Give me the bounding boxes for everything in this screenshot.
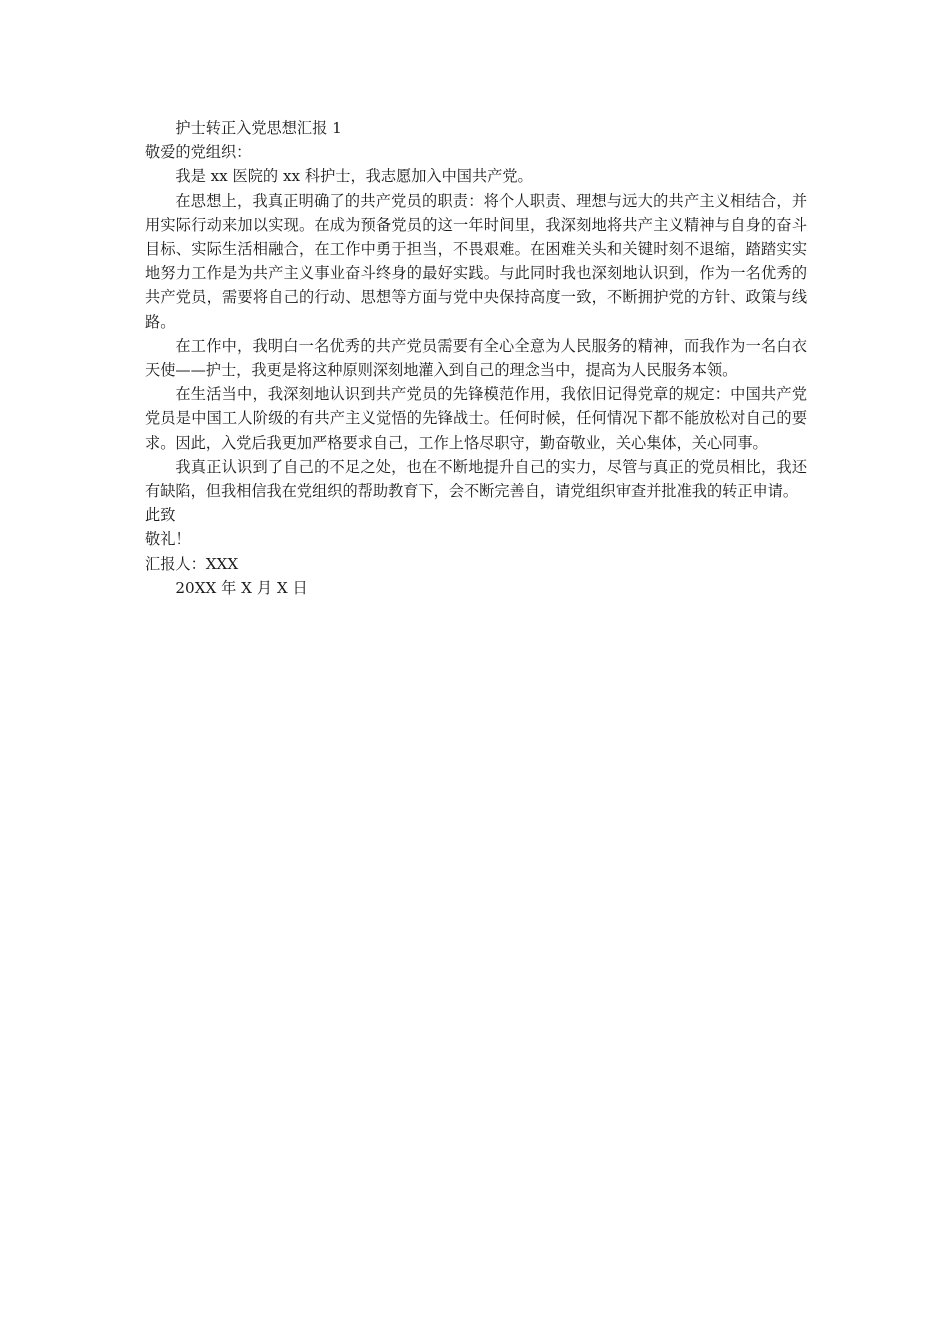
regards: 敬礼！: [145, 530, 191, 549]
date: 20XX 年 X 月 X 日: [175, 578, 308, 597]
closing: 此致: [145, 506, 176, 525]
paragraph: 在工作中，我明白一名优秀的共产党员需要有全心全意为人民服务的精神，而我作为一名白衣天使——护士，我更是将这种原则深刻地灌入到自己的理念当中，提高为人民服务本领。: [145, 336, 807, 380]
paragraph: 在思想上，我真正明确了的共产党员的职责：将个人职责、理想与远大的共产主义相结合，并用实际行动来加以实现。在成为预备党员的这一年时间里，我深刻地将共产主义精神与自身的奋斗目标、实际生活相融合，在工作中勇于担当，不畏艰难。在困难关头和关键时刻不退缩，踏踏实实地努力工作是为共产主义事业奋斗终身的最好实践。与此同时我也深刻地认识到，作为一名优秀的共产党员，需要将自己的行动、思想等方面与党中央保持高度一致，不断拥护党的方针、政策与线路。: [145, 191, 807, 331]
paragraph: 在生活当中，我深刻地认识到共产党员的先锋模范作用，我依旧记得党章的规定：中国共产党党员是中国工人阶级的有共产主义觉悟的先锋战士。任何时候，任何情况下都不能放松对自己的要求。因此，入党后我更加严格要求自己，工作上恪尽职守，勤奋敬业，关心集体，关心同事。: [145, 385, 807, 452]
signature: 汇报人：XXX: [145, 554, 239, 573]
salutation: 敬爱的党组织：: [145, 143, 252, 162]
paragraph: 我是 xx 医院的 xx 科护士，我志愿加入中国共产党。: [175, 167, 533, 186]
document-title: 护士转正入党思想汇报 1: [175, 119, 342, 137]
paragraph: 我真正认识到了自己的不足之处，也在不断地提升自己的实力，尽管与真正的党员相比，我还有缺陷，但我相信我在党组织的帮助教育下，会不断完善自，请党组织审查并批准我的转正申请。: [145, 457, 807, 501]
document-body: [145, 116, 807, 600]
